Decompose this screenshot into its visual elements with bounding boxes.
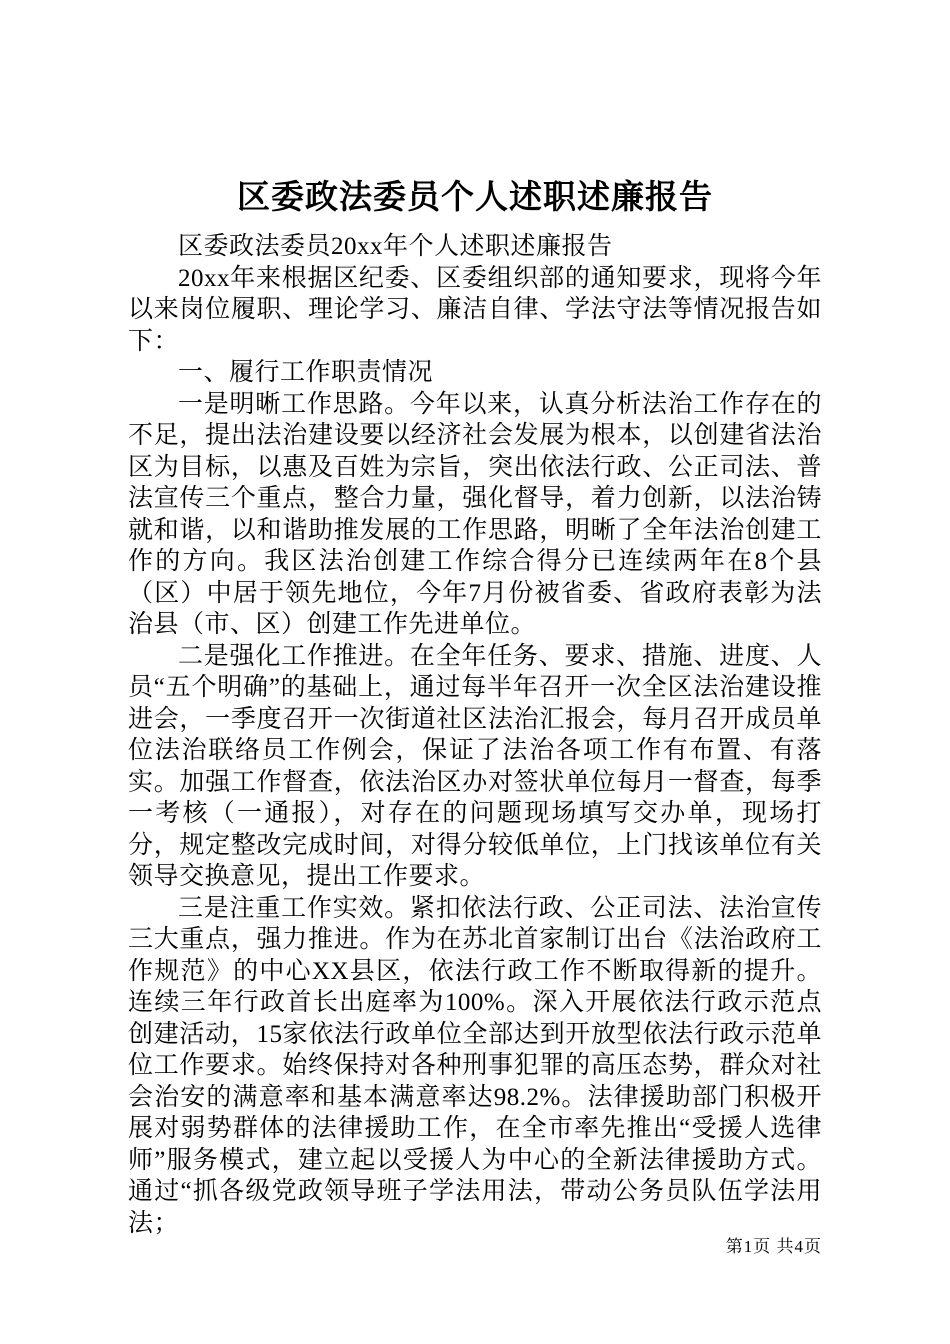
page-number-label: 第1页 共4页 (725, 1237, 822, 1256)
document-title: 区委政法委员个人述职述廉报告 (237, 180, 713, 216)
paragraph-subtitle: 区委政法委员20xx年个人述职述廉报告 (178, 233, 613, 261)
paragraph-point-three: 三是注重工作实效。紧扣依法行政、公正司法、法治宣传三大重点，强力推进。作为在苏北首家制订出台《法治政府工作规范》的中心XX县区，依法行政工作不断取得新的提升。连续三年行政首长出庭率为100%。深入开展依法行政示范点创建活动，15家依法行政单位全部达到开放型依法行政示范单位工作要求。始终保持对各种刑事犯罪的高压态势，群众对社会治安的满意率和基本满意率达98.2%。法律援助部门积极开展对弱势群体的法律援助工作，在全市率先推出“受援人选律师”服务模式，建立起以受援人为中心的全新法律援助方式。通过“抓各级党政领导班子学法用法，带动公务员队伍学法用法； (128, 894, 822, 1237)
paragraph-point-two: 二是强化工作推进。在全年任务、要求、措施、进度、人员“五个明确”的基础上，通过每半年召开一次全区法治建设推进会，一季度召开一次街道社区法治汇报会，每月召开成员单位法治联络员工作例会，保证了法治各项工作有布置、有落实。加强工作督查，依法治区办对签状单位每月一督查，每季一考核（一通报），对存在的问题现场填写交办单，现场打分，规定整改完成时间，对得分较低单位，上门找该单位有关领导交换意见，提出工作要求。 (128, 642, 822, 891)
page-footer (128, 1232, 822, 1257)
paragraph-section-heading: 一、履行工作职责情况 (178, 359, 434, 387)
paragraph-point-one: 一是明晰工作思路。今年以来，认真分析法治工作存在的不足，提出法治建设要以经济社会发展为根本，以创建省法治区为目标，以惠及百姓为宗旨，突出依法行政、公正司法、普法宣传三个重点，整合力量，强化督导，着力创新，以法治铸就和谐，以和谐助推发展的工作思路，明晰了全年法治创建工作的方向。我区法治创建工作综合得分已连续两年在8个县（区）中居于领先地位，今年7月份被省委、省政府表彰为法治县（市、区）创建工作先进单位。 (128, 390, 822, 639)
paragraph-intro: 20xx年来根据区纪委、区委组织部的通知要求，现将今年以来岗位履职、理论学习、廉洁自律、学法守法等情况报告如下： (128, 264, 822, 355)
